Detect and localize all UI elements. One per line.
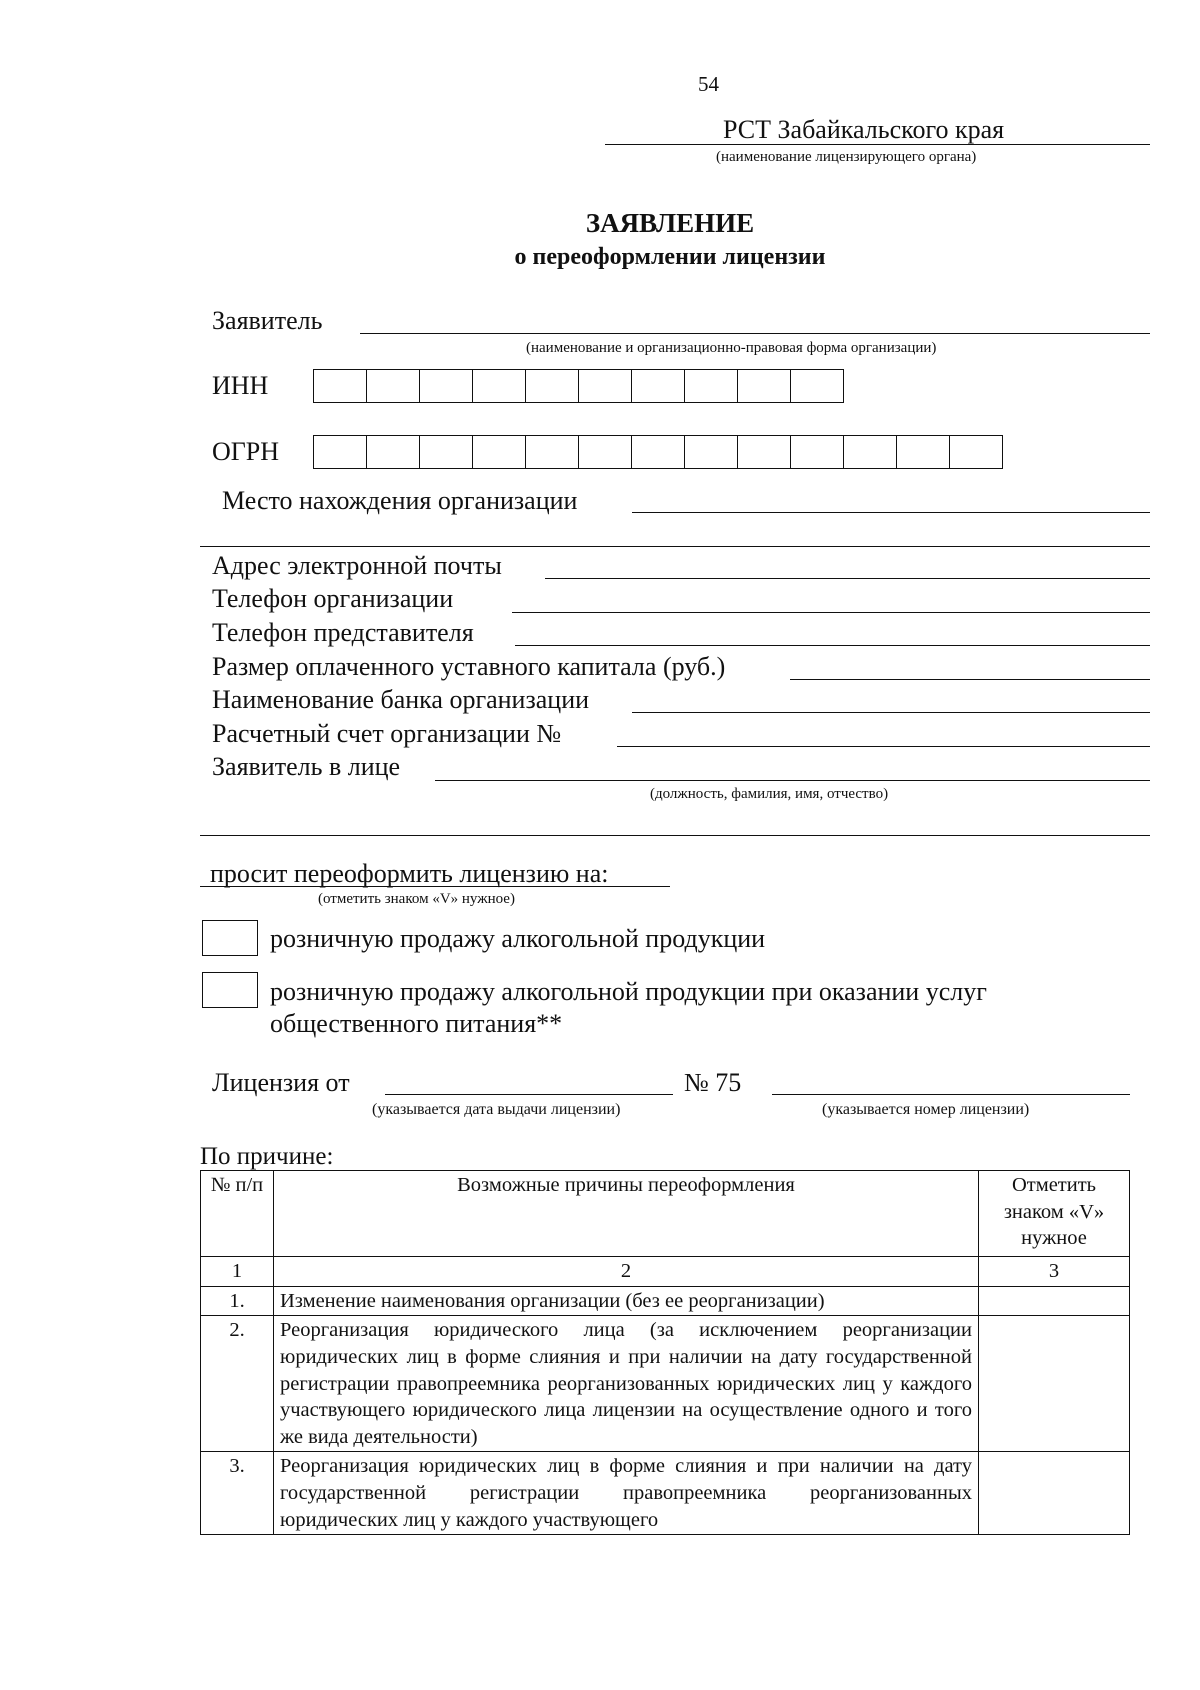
- inn-cell[interactable]: [791, 370, 843, 402]
- numbering-cell: 3: [979, 1257, 1130, 1287]
- org-phone-label: Телефон организации: [212, 584, 454, 613]
- org-phone-field[interactable]: [512, 612, 1150, 613]
- ogrn-cell[interactable]: [314, 436, 367, 468]
- inn-cell[interactable]: [632, 370, 685, 402]
- option2-label-line2: общественного питания**: [270, 1009, 563, 1038]
- ogrn-cell[interactable]: [844, 436, 897, 468]
- ogrn-cell[interactable]: [632, 436, 685, 468]
- request-label: просит переоформить лицензию на:: [210, 859, 609, 888]
- header-reason: Возможные причины переоформления: [274, 1171, 979, 1257]
- ogrn-cells[interactable]: [313, 435, 1003, 469]
- applicant-label: Заявитель: [212, 306, 323, 335]
- option2-checkbox[interactable]: [202, 972, 258, 1008]
- account-field[interactable]: [617, 746, 1150, 747]
- inn-label: ИНН: [212, 371, 269, 400]
- represented-by-field-line2[interactable]: [200, 835, 1150, 836]
- header-mark: Отметить знаком «V» нужное: [979, 1171, 1130, 1257]
- row-number: 3.: [201, 1452, 274, 1535]
- ogrn-cell[interactable]: [367, 436, 420, 468]
- bank-label: Наименование банка организации: [212, 685, 590, 714]
- ogrn-cell[interactable]: [473, 436, 526, 468]
- numbering-cell: 2: [274, 1257, 979, 1287]
- row-mark-cell[interactable]: [979, 1452, 1130, 1535]
- row-number: 1.: [201, 1286, 274, 1316]
- license-number-caption: (указывается номер лицензии): [822, 1101, 1030, 1118]
- ogrn-label: ОГРН: [212, 437, 280, 466]
- row-number: 2.: [201, 1316, 274, 1452]
- ogrn-cell[interactable]: [526, 436, 579, 468]
- license-label: Лицензия от: [212, 1068, 350, 1097]
- inn-cell[interactable]: [314, 370, 367, 402]
- inn-cell[interactable]: [420, 370, 473, 402]
- table-row: [201, 1286, 1130, 1316]
- inn-cell[interactable]: [473, 370, 526, 402]
- ogrn-cell[interactable]: [791, 436, 844, 468]
- ogrn-cell[interactable]: [420, 436, 473, 468]
- page-number: 54: [698, 72, 719, 96]
- request-caption: (отметить знаком «V» нужное): [318, 891, 515, 907]
- reason-label: По причине:: [200, 1143, 334, 1170]
- bank-field[interactable]: [632, 712, 1150, 713]
- inn-cell[interactable]: [685, 370, 738, 402]
- inn-cell[interactable]: [738, 370, 791, 402]
- document-title: ЗАЯВЛЕНИЕ: [585, 208, 755, 238]
- license-date-field[interactable]: [385, 1094, 673, 1095]
- row-mark-cell[interactable]: [979, 1316, 1130, 1452]
- email-field[interactable]: [545, 578, 1150, 579]
- row-reason: Реорганизация юридических лиц в форме слияния и при наличии на дату государственной регистрации правопреемника реорганизованных юридических лиц у каждого участвующего: [274, 1452, 979, 1535]
- ogrn-cell[interactable]: [950, 436, 1002, 468]
- authority-name: РСТ Забайкальского края: [723, 115, 1005, 144]
- table-row: [201, 1316, 1130, 1452]
- authority-line: [605, 144, 1150, 145]
- account-label: Расчетный счет организации №: [212, 719, 562, 748]
- location-field-line2[interactable]: [200, 546, 1150, 547]
- inn-cell[interactable]: [367, 370, 420, 402]
- represented-by-caption: (должность, фамилия, имя, отчество): [650, 786, 889, 802]
- table-header-row: [201, 1171, 1130, 1257]
- document-subtitle: о переоформлении лицензии: [514, 244, 826, 270]
- row-reason: Реорганизация юридического лица (за исключением реорганизации юридических лиц в форме слияния и при наличии на дату государственной регистрации правопреемника реорганизованных юридических лиц у каждого участвующего юридического лица лицензии на осуществление одного и того же вида деятельности): [274, 1316, 979, 1452]
- license-number-field[interactable]: [772, 1094, 1130, 1095]
- email-label: Адрес электронной почты: [212, 551, 502, 580]
- reasons-table: [200, 1170, 1130, 1535]
- authority-caption: (наименование лицензирующего органа): [716, 149, 977, 165]
- table-row: [201, 1452, 1130, 1535]
- inn-cells[interactable]: [313, 369, 844, 403]
- row-mark-cell[interactable]: [979, 1286, 1130, 1316]
- inn-cell[interactable]: [579, 370, 632, 402]
- represented-by-label: Заявитель в лице: [212, 752, 401, 781]
- rep-phone-field[interactable]: [515, 645, 1150, 646]
- row-reason: Изменение наименования организации (без ее реорганизации): [274, 1286, 979, 1316]
- inn-cell[interactable]: [526, 370, 579, 402]
- license-date-caption: (указывается дата выдачи лицензии): [372, 1101, 621, 1118]
- header-num: № п/п: [201, 1171, 274, 1257]
- capital-label: Размер оплаченного уставного капитала (руб.): [212, 652, 726, 681]
- rep-phone-label: Телефон представителя: [212, 618, 474, 647]
- location-field[interactable]: [632, 512, 1150, 513]
- location-label: Место нахождения организации: [222, 486, 578, 515]
- ogrn-cell[interactable]: [897, 436, 950, 468]
- applicant-caption: (наименование и организационно-правовая форма организации): [526, 340, 937, 356]
- ogrn-cell[interactable]: [579, 436, 632, 468]
- represented-by-field[interactable]: [435, 780, 1150, 781]
- option1-label: розничную продажу алкогольной продукции: [270, 924, 766, 953]
- license-number-label: № 75: [684, 1068, 742, 1097]
- numbering-cell: 1: [201, 1257, 274, 1287]
- option1-checkbox[interactable]: [202, 920, 258, 956]
- table-numbering-row: [201, 1257, 1130, 1287]
- capital-field[interactable]: [790, 679, 1150, 680]
- applicant-field[interactable]: [360, 333, 1150, 334]
- request-underline: [200, 886, 670, 887]
- ogrn-cell[interactable]: [738, 436, 791, 468]
- option2-label: розничную продажу алкогольной продукции при оказании услуг: [270, 977, 987, 1006]
- ogrn-cell[interactable]: [685, 436, 738, 468]
